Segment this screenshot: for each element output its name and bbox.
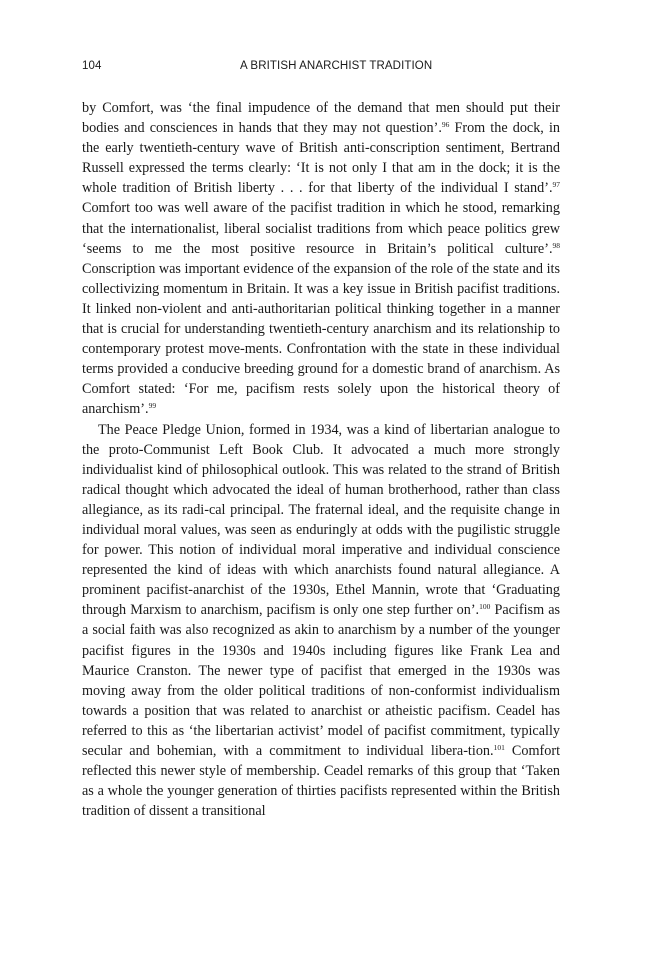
text-segment: Conscription was important evidence of the expansion of the role of the state and its collectivizing momentum in Britain. It was a key issue in British pacifist traditions. It linked non-violent and anti-authoritarian political thinking together in a manner that is crucial for understanding twentieth-century anarchism and its relationship to contemporary protest move-ments. Confrontation with the state in these individual terms provided a conducive breeding ground for a domestic brand of anarchism. As Comfort stated: ‘For me, pacifism rests solely upon the historical theory of anarchism’. xyxy=(82,260,560,418)
footnote-ref: 101 xyxy=(493,743,505,752)
text-segment: Comfort reflected this newer style of membership. Ceadel remarks of this group that ‘Taken as a whole the younger generation of thirties pacifists represented within the British tradition of dissent a transitional xyxy=(82,743,561,820)
footnote-ref: 99 xyxy=(148,401,157,411)
running-head: A BRITISH ANARCHIST TRADITION xyxy=(240,60,433,72)
footnote-ref: 96 xyxy=(441,120,450,130)
text-segment: From the dock, in the early twentieth-century wave of British anti-conscription sentiment, Bertrand Russell expressed the terms clearly: ‘It is not only I that am in the dock; it is the whole tradition of British liberty . . . for that liberty of the individual I stand’. xyxy=(82,120,560,197)
text-segment: Comfort too was well aware of the pacifist tradition in which he stood, remarking that the internationalist, liberal socialist traditions from which peace politics grew ‘seems to me the most positive resource in Britain’s political culture’. xyxy=(82,200,560,257)
text-segment: by Comfort, was ‘the final impudence of the demand that men should put their bodies and consciences in hands that they may not question’. xyxy=(82,100,560,137)
footnote-ref: 98 xyxy=(552,240,560,250)
paragraph xyxy=(82,420,560,822)
body-text xyxy=(82,98,560,821)
text-segment: The Peace Pledge Union, formed in 1934, was a kind of libertarian analogue to the proto-Communist Left Book Club. It advocated a much more strongly individualist kind of philosophical outlook. This was related to the strand of British radical thought which advocated the ideal of human brotherhood, rather than class allegiance, as its radi-cal principal. The fraternal ideal, and the requisite change in individual moral values, was seen as enduringly at odds with the pugilistic struggle for power. This notion of individual moral imperative and individual conscience represented the kind of ideas with which anarchists found natural allegiance. A prominent pacifist-anarchist of the 1930s, Ethel Mannin, wrote that ‘Graduating through Marxism to anarchism, pacifism is only one step further on’. xyxy=(82,421,560,619)
paragraph xyxy=(82,98,560,420)
page-header xyxy=(82,60,560,78)
text-segment: Pacifism as a social faith was also recognized as akin to anarchism by a number of the younger pacifist figures in the 1930s and 1940s including figures like Frank Lea and Maurice Cranston. The newer type of pacifist that emerged in the 1930s was moving away from the older political traditions of non-conformist individualism towards a position that was related to anarchist or atheistic pacifism. Ceadel has referred to this as ‘the libertarian activist’ model of pacifist commitment, typically secular and bohemian, with a commitment to individual libera-tion. xyxy=(82,602,561,759)
footnote-ref: 100 xyxy=(479,602,491,612)
footnote-ref: 97 xyxy=(552,180,560,190)
page-number: 104 xyxy=(82,60,102,72)
